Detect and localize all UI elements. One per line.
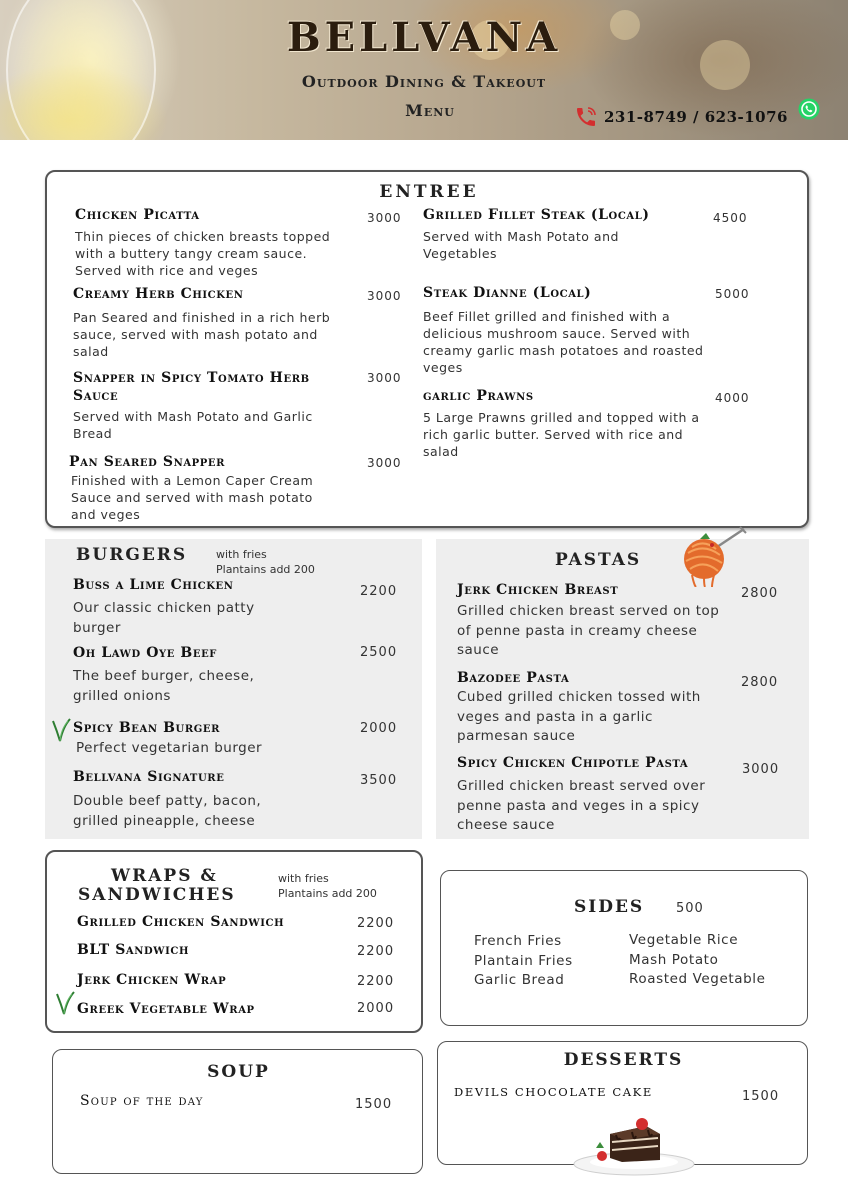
soup-title: SOUP [207,1062,270,1082]
soup-item-name: Soup of the day [80,1093,204,1109]
menu-item-name: Grilled Chicken Sandwich [77,914,285,930]
burgers-title: BURGERS [76,545,188,565]
sides-list-right [629,931,766,990]
brand-title: BELLVANA [286,14,562,61]
menu-item-name: Creamy Herb Chicken [73,286,244,302]
header-banner [0,0,848,140]
menu-item-price: 3000 [367,289,402,303]
menu-item-description: Cubed grilled chicken tossed with veges and pasta in a garlic parmesan sauce [457,689,701,744]
menu-item-description: Grilled chicken breast served over penne pasta and veges in a spicy cheese sauce [457,778,706,833]
side-item: Vegetable Rice [629,932,739,948]
menu-item-description: Beef Fillet grilled and finished with a delicious mushroom sauce. Served with creamy garlic mash potatoes and roasted veges [423,309,704,375]
menu-item-price: 2000 [360,721,398,736]
menu-item-price: 2200 [360,584,398,599]
soup-price: 1500 [355,1097,393,1112]
phone-numbers: 231-8749 / 623-1076 [604,108,788,126]
menu-item-price: 5000 [715,287,750,301]
menu-item-name: Greek Vegetable Wrap [77,1001,255,1017]
side-item: Plantain Fries [474,952,573,969]
menu-item-price: 4500 [713,211,748,225]
menu-item-name: Jerk Chicken Wrap [77,972,227,988]
menu-item-name: BLT Sandwich [77,942,190,958]
menu-item-description: The beef burger, cheese, grilled onions [73,668,255,704]
side-item: French Fries [474,933,562,949]
menu-item-name: garlic Prawns [423,388,534,404]
wraps-sandwiches-section [45,850,423,1033]
menu-item-description: Our classic chicken patty burger [73,600,255,636]
entree-section [45,170,809,528]
menu-item-name: Snapper in Spicy Tomato Herb Sauce [73,370,310,404]
vegetarian-leaf-icon [51,717,71,743]
menu-item-price: 2800 [741,675,779,690]
dessert-price: 1500 [742,1089,780,1104]
menu-item-name: Oh Lawd Oye Beef [73,645,218,661]
sides-price: 500 [676,901,704,916]
chocolate-cake-icon [572,1112,696,1176]
menu-item-name: Chicken Picatta [75,207,200,223]
pastas-title: PASTAS [555,550,642,570]
menu-item-description: 5 Large Prawns grilled and topped with a rich garlic butter. Served with rice and salad [423,410,700,459]
menu-label: Menu [405,101,455,120]
menu-item-name: Spicy Bean Burger [73,720,221,736]
entree-title: ENTREE [379,182,479,202]
menu-item-name: Bazodee Pasta [457,670,570,686]
side-item: Roasted Vegetable [629,971,766,987]
subtitle: Outdoor Dining & Takeout [301,72,547,91]
menu-item-price: 2200 [357,974,395,989]
wraps-title-line1: WRAPS & [111,866,218,886]
phone-icon [574,105,598,129]
side-item: Mash Potato [629,951,719,968]
wraps-note-fries: with fries [278,872,329,885]
menu-item-name: Buss a Lime Chicken [73,577,234,593]
whatsapp-icon [797,97,821,121]
menu-item-price: 3000 [367,371,402,385]
sides-list-left [474,932,573,991]
menu-item-price: 2800 [741,586,779,601]
menu-item-name: Spicy Chicken Chipotle Pasta [457,755,689,771]
menu-item-description: Thin pieces of chicken breasts topped with a buttery tangy cream sauce. Served with rice and veges [75,229,331,278]
dessert-item-name: DEVILS CHOCOLATE CAKE [454,1085,653,1099]
wraps-title-line2: SANDWICHES [78,885,236,905]
sides-title: SIDES [574,897,645,917]
menu-item-price: 3500 [360,773,398,788]
menu-item-name: Bellvana Signature [73,769,225,785]
menu-item-price: 2000 [357,1001,395,1016]
menu-item-price: 3000 [742,762,780,777]
wraps-note-plantains: Plantains add 200 [278,887,377,900]
menu-item-price: 3000 [367,456,402,470]
menu-item-description: Served with Mash Potato and Garlic Bread [73,409,313,441]
burgers-note-fries: with fries [216,548,267,561]
menu-item-description: Served with Mash Potato and Vegetables [423,229,619,261]
menu-item-name: Grilled Fillet Steak (Local) [423,207,650,223]
vegetarian-leaf-icon [55,990,75,1016]
desserts-title: DESSERTS [563,1050,684,1070]
menu-item-price: 2500 [360,645,398,660]
pastas-section [436,539,809,839]
menu-item-price: 2200 [357,916,395,931]
sides-section [440,870,808,1026]
menu-item-description: Grilled chicken breast served on top of penne pasta in creamy cheese sauce [457,603,720,658]
menu-item-name: Jerk Chicken Breast [457,582,619,598]
menu-item-price: 2200 [357,944,395,959]
menu-item-description: Finished with a Lemon Caper Cream Sauce and served with mash potato and veges [71,473,314,522]
spaghetti-fork-icon [678,525,748,587]
menu-item-name: Pan Seared Snapper [69,454,226,470]
menu-item-description: Perfect vegetarian burger [76,740,263,756]
side-item: Garlic Bread [474,972,565,988]
menu-item-price: 4000 [715,391,750,405]
burgers-section [45,539,422,839]
menu-item-name: Steak Dianne (Local) [423,285,592,301]
burgers-note-plantains: Plantains add 200 [216,563,315,576]
soup-section [52,1049,423,1174]
menu-item-description: Double beef patty, bacon, grilled pineapple, cheese [73,793,262,829]
menu-item-description: Pan Seared and finished in a rich herb sauce, served with mash potato and salad [73,310,331,359]
menu-item-price: 3000 [367,211,402,225]
